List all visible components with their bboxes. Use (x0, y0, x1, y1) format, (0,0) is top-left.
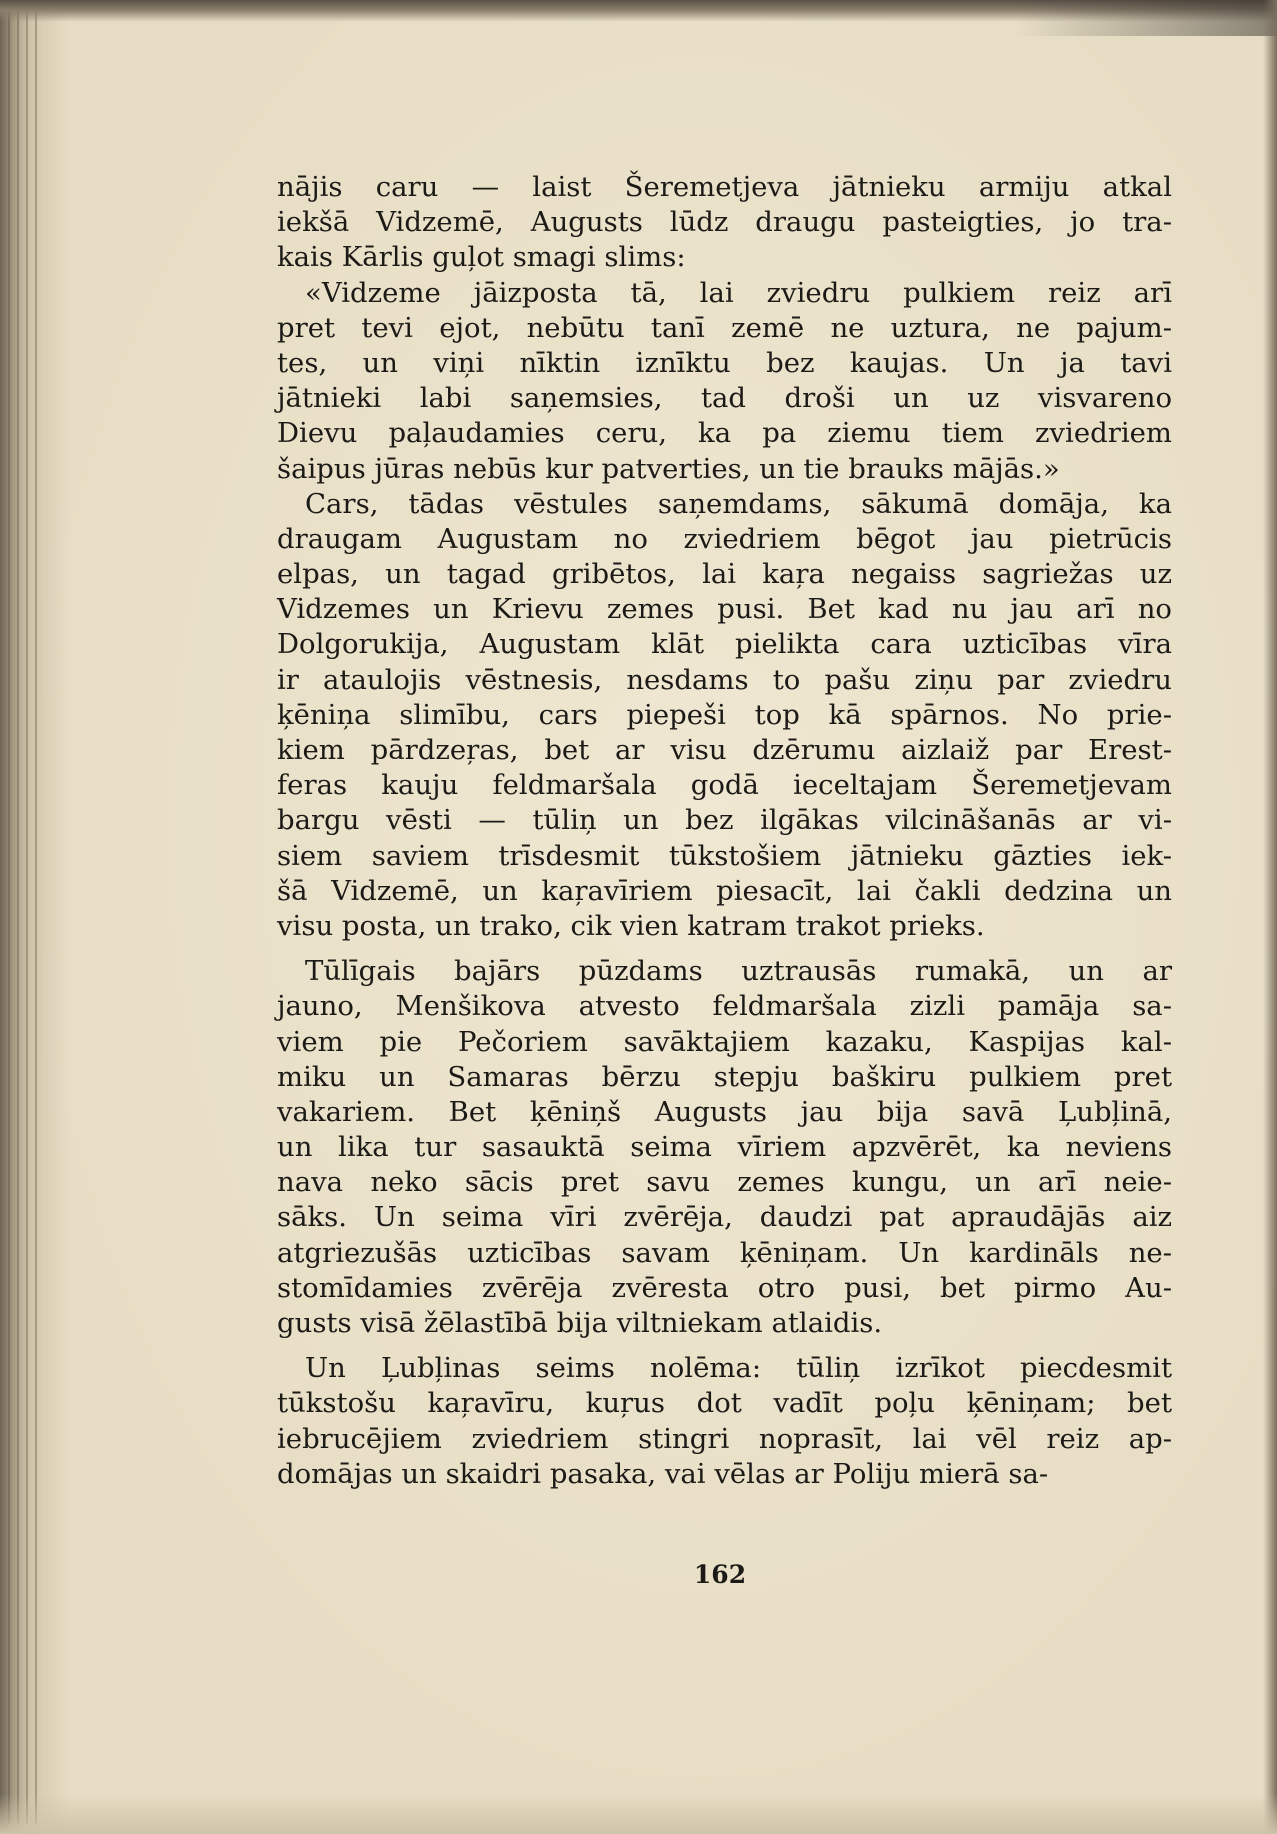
text-line: nājis caru — laist Šeremetjeva jātnieku armiju atkal (277, 171, 1172, 203)
text-line: iekšā Vidzemē, Augusts lūdz draugu pasteigties, jo tra- (277, 206, 1172, 239)
text-line: bargu vēsti — tūliņ un bez ilgākas vilcināšanās ar vi- (277, 804, 1172, 837)
page-stack-line (35, 10, 37, 1824)
page-number: 162 (693, 1560, 747, 1589)
text-line: Tūlīgais bajārs pūzdams uztrausās rumakā, un ar (305, 955, 1172, 988)
page-stack-line (26, 10, 28, 1824)
text-line: domājas un skaidri pasaka, vai vēlas ar Poliju mierā sa- (277, 1457, 1049, 1490)
paragraph (277, 954, 1172, 1341)
text-line: iebrucējiem zviedriem stingri noprasīt, lai vēl reiz ap- (277, 1422, 1172, 1455)
text-line: atgriezušās uzticības savam ķēniņam. Un kardināls ne- (277, 1236, 1172, 1269)
text-line: Vidzemes un Krievu zemes pusi. Bet kad nu jau arī no (277, 593, 1172, 626)
text-line: ķēniņa slimību, cars piepeši top kā spārnos. No prie- (277, 698, 1172, 731)
page-right-edge (1263, 0, 1277, 1834)
page-stack-line (17, 10, 19, 1824)
text-line: šā Vidzemē, un kaŗavīriem piesacīt, lai čakli dedzina un (277, 874, 1172, 907)
body-text (277, 170, 1172, 1492)
text-line: tūkstošu kaŗavīru, kuŗus dot vadīt poļu ķēniņam; bet (277, 1387, 1172, 1420)
text-line: un lika tur sasauktā seima vīriem apzvērēt, ka neviens (277, 1131, 1172, 1164)
text-line: sāks. Un seima vīri zvērēja, daudzi pat apraudājās aiz (277, 1201, 1172, 1234)
text-line: pret tevi ejot, nebūtu tanī zemē ne uztura, ne pajum- (277, 311, 1172, 344)
text-line: tes, un viņi nīktin iznīktu bez kaujas. Un ja tavi (277, 346, 1172, 379)
text-line: «Vidzeme jāizposta tā, lai zviedru pulkiem reiz arī (305, 276, 1172, 309)
text-line: kais Kārlis guļot smagi slims: (277, 241, 686, 274)
paragraph-gap (277, 1341, 1172, 1351)
text-line: draugam Augustam no zviedriem bēgot jau pietrūcis (277, 522, 1172, 555)
text-line: visu posta, un trako, cik vien katram trakot prieks. (277, 909, 985, 942)
text-line: stomīdamies zvērēja zvēresta otro pusi, bet pirmo Au- (277, 1271, 1172, 1304)
text-line: miku un Samaras bērzu stepju baškiru pulkiem pret (277, 1060, 1172, 1093)
text-line: Un Ļubļinas seims nolēma: tūliņ izrīkot piecdesmit (305, 1352, 1172, 1385)
text-line: elpas, un tagad gribētos, lai kaŗa negaiss sagriežas uz (277, 558, 1172, 591)
paragraph-gap (277, 944, 1172, 954)
text-line: nava neko sācis pret savu zemes kungu, un arī neie- (277, 1166, 1172, 1199)
page-stack-line (8, 10, 10, 1824)
text-line: kiem pārdzeŗas, bet ar visu dzērumu aizlaiž par Erest- (277, 734, 1172, 766)
text-line: vakariem. Bet ķēniņš Augusts jau bija savā Ļubļinā, (277, 1095, 1172, 1128)
text-line: Cars, tādas vēstules saņemdams, sākumā domāja, ka (305, 487, 1172, 520)
text-line: jauno, Menšikova atvesto feldmaršala zizli pamāja sa- (277, 990, 1172, 1023)
paragraph (277, 170, 1172, 276)
text-line: ir ataulojis vēstnesis, nesdams to pašu ziņu par zviedru (277, 663, 1172, 696)
text-line: Dievu paļaudamies ceru, ka pa ziemu tiem zviedriem (277, 417, 1172, 450)
paragraph (277, 1351, 1172, 1492)
paragraph (277, 276, 1172, 487)
book-binding-edge (0, 0, 46, 1834)
text-line: Dolgorukija, Augustam klāt pielikta cara uzticības vīra (277, 628, 1172, 661)
text-line: jātnieki labi saņemsies, tad droši un uz visvareno (277, 382, 1172, 415)
text-line: siem saviem trīsdesmit tūkstošiem jātnieku gāzties iek- (277, 839, 1172, 872)
text-line: feras kauju feldmaršala godā ieceltajam Šeremetjevam (277, 769, 1172, 802)
text-line: gusts visā žēlastībā bija viltniekam atlaidis. (277, 1307, 883, 1339)
text-line: šaipus jūras nebūs kur patverties, un tie brauks mājās.» (277, 452, 1060, 485)
paragraph (277, 487, 1172, 944)
text-line: viem pie Pečoriem savāktajiem kazaku, Kaspijas kal- (277, 1025, 1172, 1058)
page-bottom-edge (0, 1794, 1277, 1834)
page-top-shadow (1017, 0, 1277, 36)
